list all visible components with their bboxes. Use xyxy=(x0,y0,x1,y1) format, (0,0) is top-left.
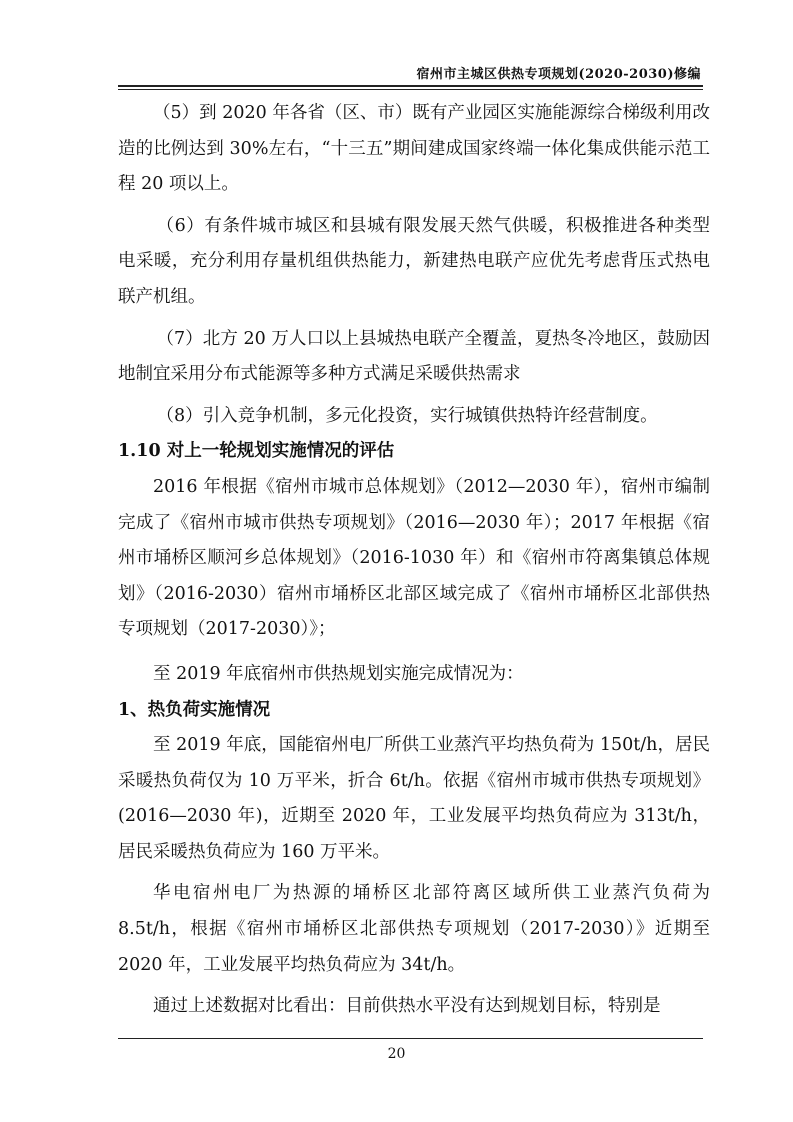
page-number: 20 xyxy=(387,1046,406,1062)
paragraph-status-intro: 至 2019 年底宿州市供热规划实施完成情况为： xyxy=(153,663,524,684)
paragraph-item-6: （6）有条件城市城区和县城有限发展天然气供暖，积极推进各种类型电采暖，充分利用存量机组供热能力，新建热电联产应优先考虑背压式热电联产机组。 xyxy=(118,215,710,307)
paragraph-item-8: （8）引入竞争机制，多元化投资，实行城镇供热特许经营制度。 xyxy=(156,405,658,426)
header-rule xyxy=(118,85,703,87)
subsection-heading-heat-load: 1、热负荷实施情况 xyxy=(118,699,271,720)
page-body xyxy=(118,96,710,1025)
footer-rule xyxy=(118,1038,703,1039)
section-heading-1-10: 1.10 对上一轮规划实施情况的评估 xyxy=(118,441,395,462)
paragraph-planning-history: 2016 年根据《宿州市城市总体规划》（2012—2030 年），宿州市编制完成了《宿州市城市供热专项规划》（2016—2030 年）；2017 年根据《宿州市埇桥区顺河乡总体规划》（2016-1030 年）和《宿州市符离集镇总体规划》（2016-2030）宿州市埇桥区北部区域完成了《宿州市埇桥区北部供热专项规划（2017-2030）》； xyxy=(118,476,710,640)
paragraph-huadian-heat-load: 华电宿州电厂为热源的埇桥区北部符离区域所供工业蒸汽负荷为 8.5t/h，根据《宿州市埇桥区北部供热专项规划（2017-2030）》近期至 2020 年，工业发展平均热负荷应为 34t/h。 xyxy=(118,883,710,975)
paragraph-guoneng-heat-load: 至 2019 年底，国能宿州电厂所供工业蒸汽平均热负荷为 150t/h，居民采暖热负荷仅为 10 万平米，折合 6t/h。依据《宿州市城市供热专项规划》(2016—2030 年)，近期至 2020 年，工业发展平均热负荷应为 313t/h，居民采暖热负荷应为 160 万平米。 xyxy=(118,735,710,862)
header-rule-thin xyxy=(118,89,703,90)
paragraph-comparison: 通过上述数据对比看出：目前供热水平没有达到规划目标，特别是 xyxy=(153,996,661,1017)
paragraph-item-5: （5）到 2020 年各省（区、市）既有产业园区实施能源综合梯级利用改造的比例达到 30%左右，“十三五”期间建成国家终端一体化集成供能示范工程 20 项以上。 xyxy=(118,103,710,195)
running-header: 宿州市主城区供热专项规划(2020-2030)修编 xyxy=(416,67,701,82)
paragraph-item-7: （7）北方 20 万人口以上县城热电联产全覆盖，夏热冬冷地区，鼓励因地制宜采用分布式能源等多种方式满足采暖供热需求 xyxy=(118,328,710,385)
